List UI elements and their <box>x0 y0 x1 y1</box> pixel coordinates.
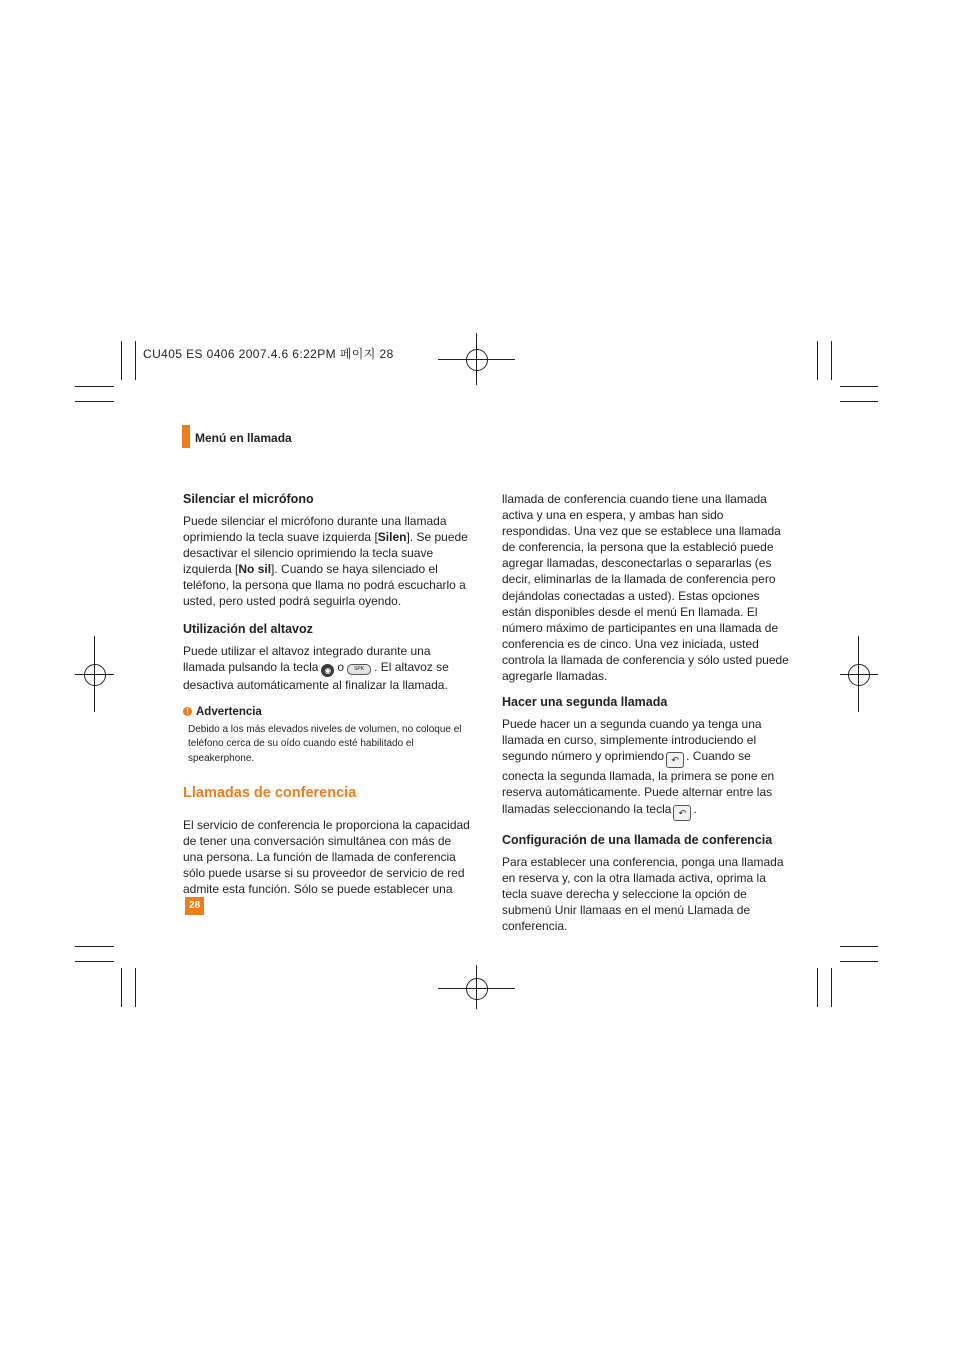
conference-heading: Llamadas de conferencia <box>183 784 357 801</box>
crop-mark <box>817 341 818 380</box>
registration-circle <box>848 664 870 686</box>
section-title: Menú en llamada <box>195 431 292 445</box>
setup-conference-heading: Configuración de una llamada de conferencia <box>502 832 773 847</box>
setup-conference-paragraph: Para establecer una conferencia, ponga una llamada en reserva y, con la otra llamada activa, oprima la tecla suave derecha y seleccione la opción de submenú Unir llamaas en el menú Llamada de conferencia. <box>502 854 784 933</box>
speaker-key-icon: ◉ <box>321 664 334 677</box>
send-key-icon: ↶ <box>666 752 684 768</box>
spk-key-icon: SPK <box>347 664 371 675</box>
left-column <box>183 491 473 908</box>
crop-mark <box>840 946 878 947</box>
mute-heading: Silenciar el micrófono <box>183 492 314 506</box>
right-column <box>502 491 792 945</box>
warning-icon: ! <box>183 707 192 716</box>
section-accent-bar <box>182 425 190 448</box>
mute-paragraph: Puede silenciar el micrófono durante una llamada oprimiendo la tecla suave izquierda [Silen]. Se puede desactivar el silencio oprimiendo la tecla suave izquierda [No sil]. Cuando se haya silenciado el teléfono, la persona que llama no podrá escucharlo a usted, pero usted podrá seguirla oyendo. <box>183 514 468 609</box>
crop-mark <box>840 386 878 387</box>
crop-mark <box>135 341 136 380</box>
crop-mark <box>75 401 114 402</box>
crop-mark <box>75 946 114 947</box>
warning-body: Debido a los más elevados niveles de volumen, no coloque el teléfono cerca de su oído cuando esté habilitado el speakerphone. <box>188 723 462 765</box>
registration-circle <box>466 349 488 371</box>
registration-circle <box>466 978 488 1000</box>
speaker-heading: Utilización del altavoz <box>183 621 313 636</box>
second-call-heading: Hacer una segunda llamada <box>502 695 668 710</box>
crop-mark <box>840 401 878 402</box>
speaker-paragraph: Puede utilizar el altavoz integrado durante una llamada pulsando la tecla ◉ o SPK . El altavoz se desactiva automáticamente al finalizar la llamada. <box>183 643 449 692</box>
registration-circle <box>84 664 106 686</box>
crop-mark <box>135 968 136 1007</box>
second-call-paragraph: Puede hacer un a segunda cuando ya tenga una llamada en curso, simplemente introduciendo el segundo número y oprimiendo ↶ . Cuando se conecta la segunda llamada, la primera se pone en reserva automáticamente. Puede alternar entre las llamadas seleccionando la tecla ↶ . <box>502 716 792 820</box>
conference-continued-paragraph: llamada de conferencia cuando tiene una llamada activa y una en espera, y ambas han sido respondidas. Una vez que se establece una llamada de conferencia, la persona que la estableció puede agregar llamadas, desconectarlas o separarlas (es decir, eliminarlas de la llamada de conferencia pero dejándolas conectadas a usted). Estas opciones están disponibles desde el menú En llamada. El número máximo de participantes en una llamada de conferencia es de cinco. Una vez iniciada, usted controla la llamada de conferencia y sólo usted puede agregarle llamadas. <box>502 492 789 684</box>
crop-mark <box>831 968 832 1007</box>
crop-mark <box>817 968 818 1007</box>
warning-heading: ! Advertencia <box>183 704 473 720</box>
crop-mark <box>75 961 114 962</box>
print-slug: CU405 ES 0406 2007.4.6 6:22PM 페이지 28 <box>143 347 394 361</box>
conference-paragraph: El servicio de conferencia le proporciona la capacidad de tener una conversación simultánea con más de una persona. La función de llamada de conferencia sólo puede usarse si su proveedor de servicio de red admite esta función. Sólo se puede establecer una <box>183 817 470 897</box>
crop-mark <box>75 386 114 387</box>
send-key-icon: ↶ <box>673 805 691 821</box>
crop-mark <box>840 961 878 962</box>
page-number: 28 <box>185 897 204 915</box>
crop-mark <box>121 968 122 1007</box>
crop-mark <box>831 341 832 380</box>
crop-mark <box>121 341 122 380</box>
